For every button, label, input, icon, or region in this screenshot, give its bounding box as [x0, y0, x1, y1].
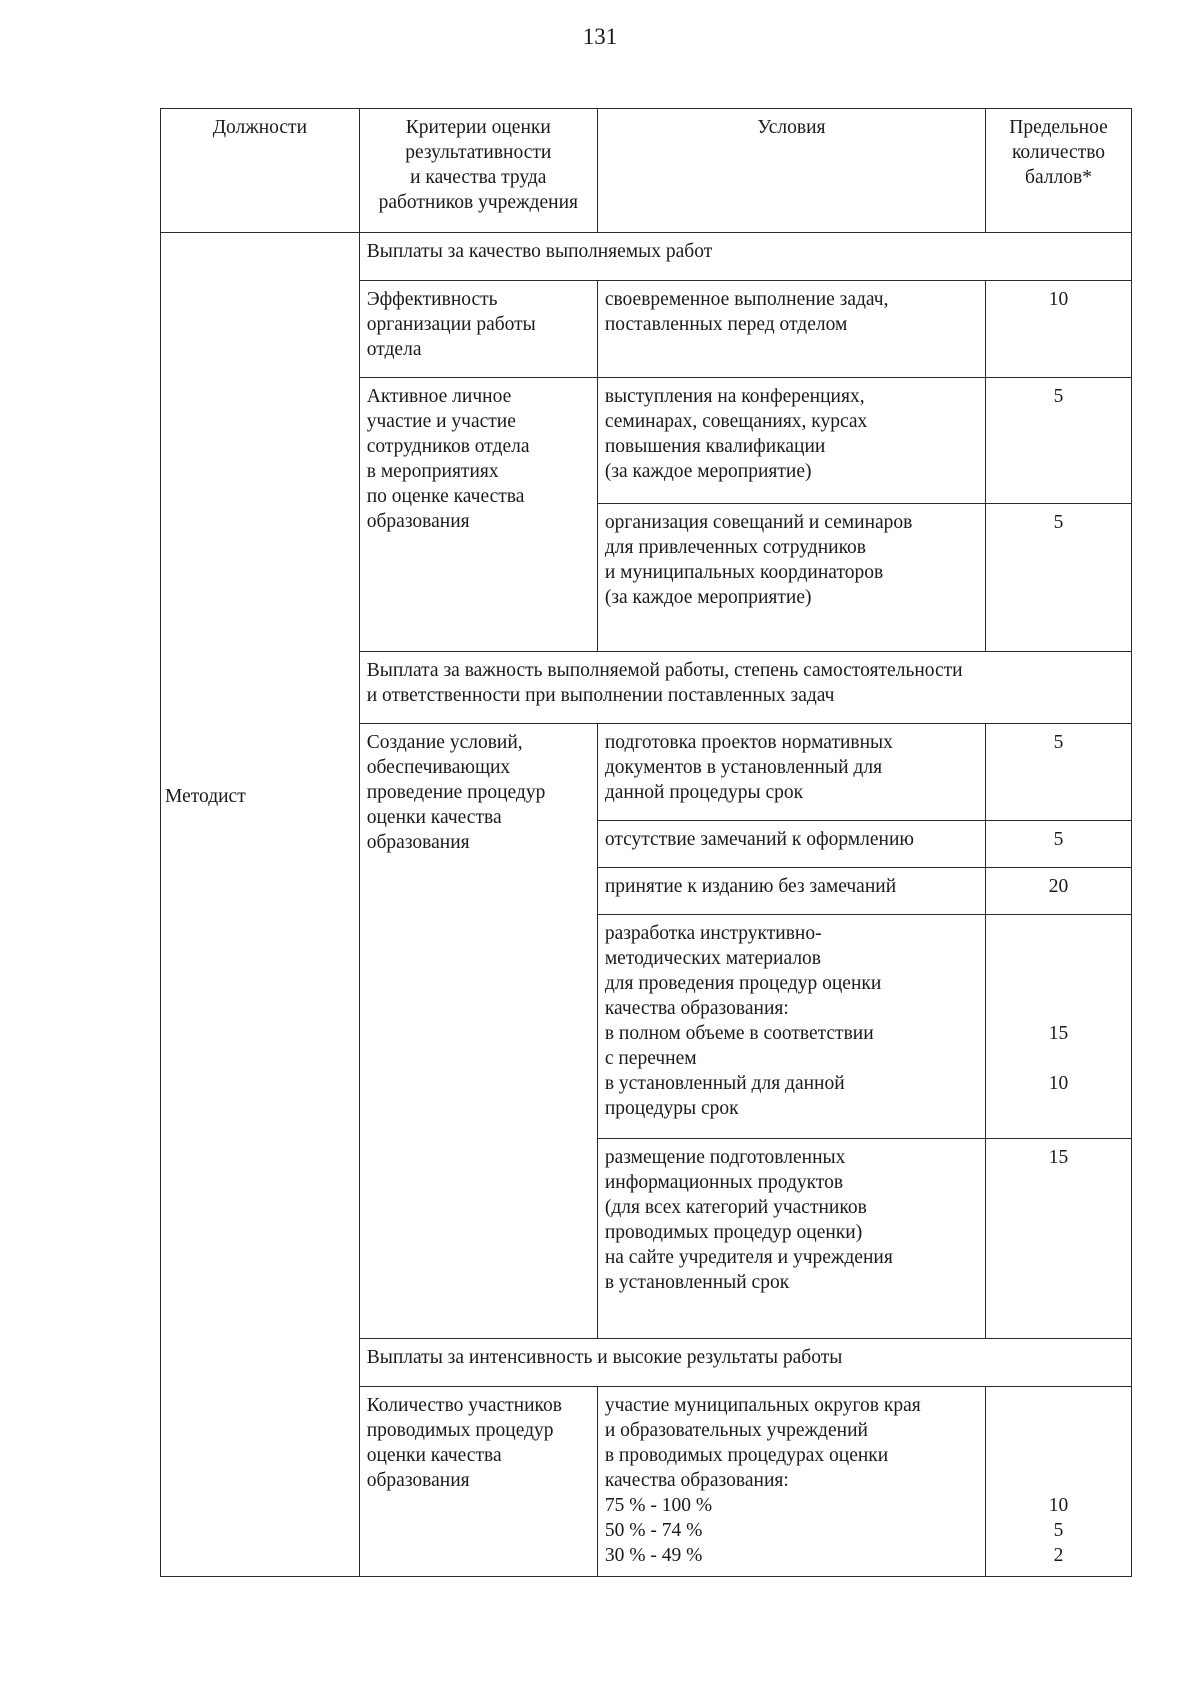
section-text: и ответственности при выполнении поставленных задач — [366, 685, 835, 706]
criterion-text: организации работы — [366, 314, 536, 335]
points-value: 15 — [1048, 1147, 1069, 1168]
condition-text: принятие к изданию без замечаний — [604, 876, 897, 897]
criterion-text: проведение процедур — [366, 782, 546, 803]
criterion-cell — [359, 281, 597, 378]
points-value: 20 — [1048, 876, 1069, 897]
points-cell — [986, 724, 1132, 821]
condition-text: 30 % - 49 % — [604, 1545, 703, 1566]
condition-cell — [597, 281, 985, 378]
criterion-text: по оценке качества — [366, 486, 525, 507]
condition-text: и образовательных учреждений — [604, 1420, 868, 1441]
condition-text: поставленных перед отделом — [604, 314, 848, 335]
header-text: Условия — [757, 117, 826, 138]
condition-text: участие муниципальных округов края — [604, 1395, 921, 1416]
points-value: 5 — [1053, 386, 1064, 407]
header-position — [161, 109, 360, 233]
condition-text: (за каждое мероприятие) — [604, 461, 812, 482]
condition-text: качества образования: — [604, 998, 789, 1019]
criterion-text: образования — [366, 1470, 470, 1491]
condition-text: подготовка проектов нормативных — [604, 732, 893, 753]
points-value: 5 — [1053, 829, 1064, 850]
criterion-text: обеспечивающих — [366, 757, 511, 778]
points-value: 10 — [1048, 289, 1069, 310]
header-text: Должности — [212, 117, 308, 138]
section-title — [359, 652, 1131, 724]
header-conditions — [597, 109, 985, 233]
points-cell — [986, 378, 1132, 504]
header-text: баллов* — [1025, 167, 1092, 188]
condition-cell — [597, 1387, 985, 1577]
condition-text: и муниципальных координаторов — [604, 562, 884, 583]
condition-text: данной процедуры срок — [604, 782, 804, 803]
points-value: 15 — [1048, 1023, 1069, 1044]
condition-text: документов в установленный для — [604, 757, 883, 778]
points-cell — [986, 915, 1132, 1139]
header-text: и качества труда — [410, 167, 547, 188]
condition-text: для привлеченных сотрудников — [604, 537, 867, 558]
condition-text: методических материалов — [604, 948, 822, 969]
condition-text: процедуры срок — [604, 1098, 739, 1119]
criterion-cell — [359, 724, 597, 1339]
condition-cell — [597, 821, 985, 868]
criterion-text: Создание условий, — [366, 732, 523, 753]
header-criteria — [359, 109, 597, 233]
criterion-text: в мероприятиях — [366, 461, 499, 482]
criterion-text: образования — [366, 832, 470, 853]
section-text: Выплаты за качество выполняемых работ — [366, 241, 713, 262]
criterion-cell — [359, 378, 597, 652]
points-value: 10 — [1048, 1073, 1069, 1094]
condition-cell — [597, 915, 985, 1139]
condition-text: качества образования: — [604, 1470, 789, 1491]
points-cell — [986, 821, 1132, 868]
criterion-text: оценки качества — [366, 1445, 502, 1466]
condition-text: проводимых процедур оценки) — [604, 1222, 863, 1243]
criterion-text: участие и участие — [366, 411, 516, 432]
condition-cell — [597, 1139, 985, 1339]
condition-text: разработка инструктивно- — [604, 923, 822, 944]
condition-text: отсутствие замечаний к оформлению — [604, 829, 914, 850]
points-cell — [986, 868, 1132, 915]
criteria-table — [160, 108, 1132, 1577]
condition-text: повышения квалификации — [604, 436, 826, 457]
condition-text: своевременное выполнение задач, — [604, 289, 889, 310]
points-value: 5 — [1053, 1520, 1064, 1541]
criterion-text: Активное личное — [366, 386, 512, 407]
section-title — [359, 233, 1131, 281]
condition-text: в проводимых процедурах оценки — [604, 1445, 889, 1466]
condition-text: информационных продуктов — [604, 1172, 844, 1193]
condition-text: выступления на конференциях, — [604, 386, 865, 407]
condition-text: (для всех категорий участников — [604, 1197, 867, 1218]
criterion-text: оценки качества — [366, 807, 502, 828]
condition-text: с перечнем — [604, 1048, 697, 1069]
condition-text: для проведения процедур оценки — [604, 973, 882, 994]
header-text: Критерии оценки — [405, 117, 551, 138]
criterion-text: образования — [366, 511, 470, 532]
condition-cell — [597, 724, 985, 821]
criterion-text: Количество участников — [366, 1395, 562, 1416]
condition-cell — [597, 868, 985, 915]
header-text: результативности — [405, 142, 552, 163]
condition-text: в установленный для данной — [604, 1073, 845, 1094]
points-value: 5 — [1053, 732, 1064, 753]
points-cell — [986, 1387, 1132, 1577]
criterion-text: отдела — [366, 339, 422, 360]
points-cell — [986, 281, 1132, 378]
condition-cell — [597, 504, 985, 652]
header-text: количество — [1011, 142, 1106, 163]
position-name: Методист — [165, 786, 246, 807]
section-row — [161, 233, 1132, 281]
header-text: Предельное — [1009, 117, 1108, 138]
condition-text: на сайте учредителя и учреждения — [604, 1247, 893, 1268]
condition-text: 50 % - 74 % — [604, 1520, 703, 1541]
points-value: 5 — [1053, 512, 1064, 533]
header-text: работников учреждения — [378, 192, 578, 213]
condition-text: в установленный срок — [604, 1272, 790, 1293]
criterion-text: Эффективность — [366, 289, 498, 310]
section-text: Выплата за важность выполняемой работы, степень самостоятельности — [366, 660, 963, 681]
condition-text: в полном объеме в соответствии — [604, 1023, 874, 1044]
criterion-text: проводимых процедур — [366, 1420, 554, 1441]
condition-text: организация совещаний и семинаров — [604, 512, 913, 533]
condition-text: размещение подготовленных — [604, 1147, 846, 1168]
condition-text: семинарах, совещаниях, курсах — [604, 411, 868, 432]
condition-text: 75 % - 100 % — [604, 1495, 713, 1516]
points-value: 2 — [1053, 1545, 1064, 1566]
table-header-row — [161, 109, 1132, 233]
condition-text: (за каждое мероприятие) — [604, 587, 812, 608]
position-cell — [161, 233, 360, 1577]
section-text: Выплаты за интенсивность и высокие результаты работы — [366, 1347, 843, 1368]
points-cell — [986, 1139, 1132, 1339]
header-points — [986, 109, 1132, 233]
condition-cell — [597, 378, 985, 504]
section-title — [359, 1339, 1131, 1387]
points-value: 10 — [1048, 1495, 1069, 1516]
criterion-cell — [359, 1387, 597, 1577]
criterion-text: сотрудников отдела — [366, 436, 530, 457]
page-number: 131 — [582, 24, 618, 49]
points-cell — [986, 504, 1132, 652]
